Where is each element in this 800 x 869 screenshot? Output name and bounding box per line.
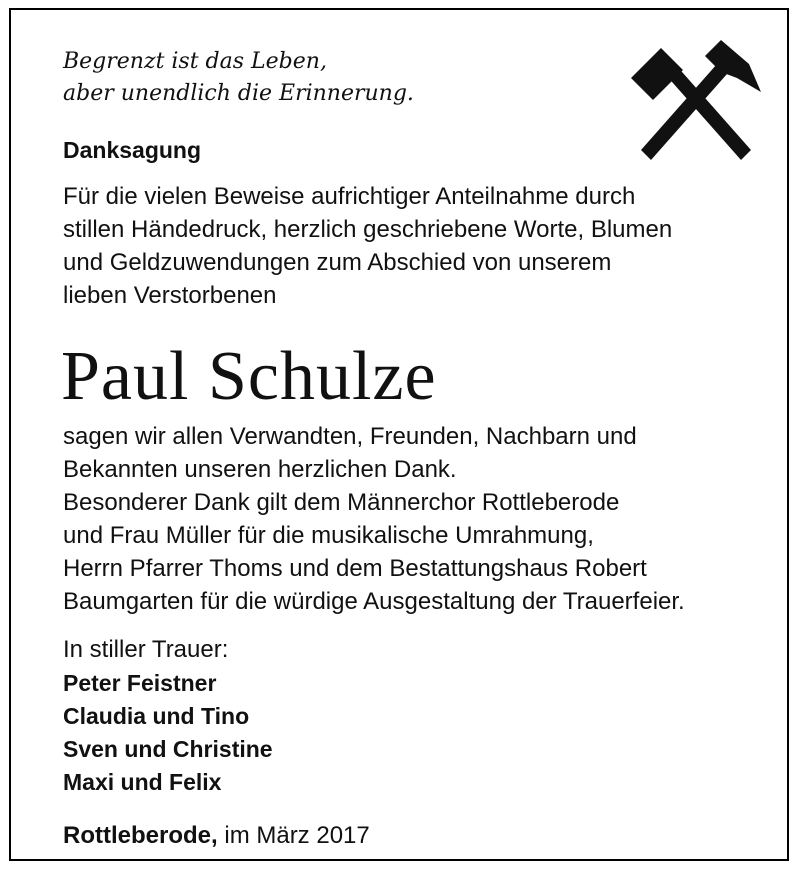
- notice-date: im März 2017: [224, 822, 370, 849]
- hammer-and-pick-icon: [621, 30, 771, 170]
- family-member: Peter Feistner: [63, 670, 217, 696]
- quote-line: Begrenzt ist das Leben,: [63, 49, 327, 74]
- quote-line: aber unendlich die Erinnerung.: [63, 81, 414, 106]
- memorial-quote: [63, 46, 414, 110]
- family-member: Claudia und Tino: [63, 703, 250, 729]
- notice-heading: Danksagung: [63, 137, 202, 163]
- family-member: Sven und Christine: [63, 736, 273, 762]
- mourning-label: In stiller Trauer:: [63, 636, 229, 663]
- intro-paragraph: [63, 180, 672, 312]
- intro-line: Für die vielen Beweise aufrichtiger Anteilnahme durch: [63, 183, 636, 210]
- thanks-paragraph: [63, 420, 685, 618]
- deceased-name: Paul Schulze: [61, 338, 437, 415]
- obituary-notice: [9, 8, 789, 861]
- family-member: Maxi und Felix: [63, 769, 222, 795]
- thanks-line: Besonderer Dank gilt dem Männerchor Rottleberode: [63, 489, 620, 516]
- thanks-line: Herrn Pfarrer Thoms und dem Bestattungshaus Robert: [63, 555, 647, 582]
- family-list: [63, 667, 273, 799]
- thanks-line: Baumgarten für die würdige Ausgestaltung der Trauerfeier.: [63, 588, 685, 615]
- thanks-line: Bekannten unseren herzlichen Dank.: [63, 456, 457, 483]
- thanks-line: sagen wir allen Verwandten, Freunden, Nachbarn und: [63, 423, 637, 450]
- thanks-line: und Frau Müller für die musikalische Umrahmung,: [63, 522, 594, 549]
- place-and-date: [63, 820, 370, 852]
- intro-line: und Geldzuwendungen zum Abschied von unserem: [63, 249, 612, 276]
- place-name: Rottleberode,: [63, 822, 218, 849]
- intro-line: stillen Händedruck, herzlich geschriebene Worte, Blumen: [63, 216, 673, 243]
- intro-line: lieben Verstorbenen: [63, 282, 277, 309]
